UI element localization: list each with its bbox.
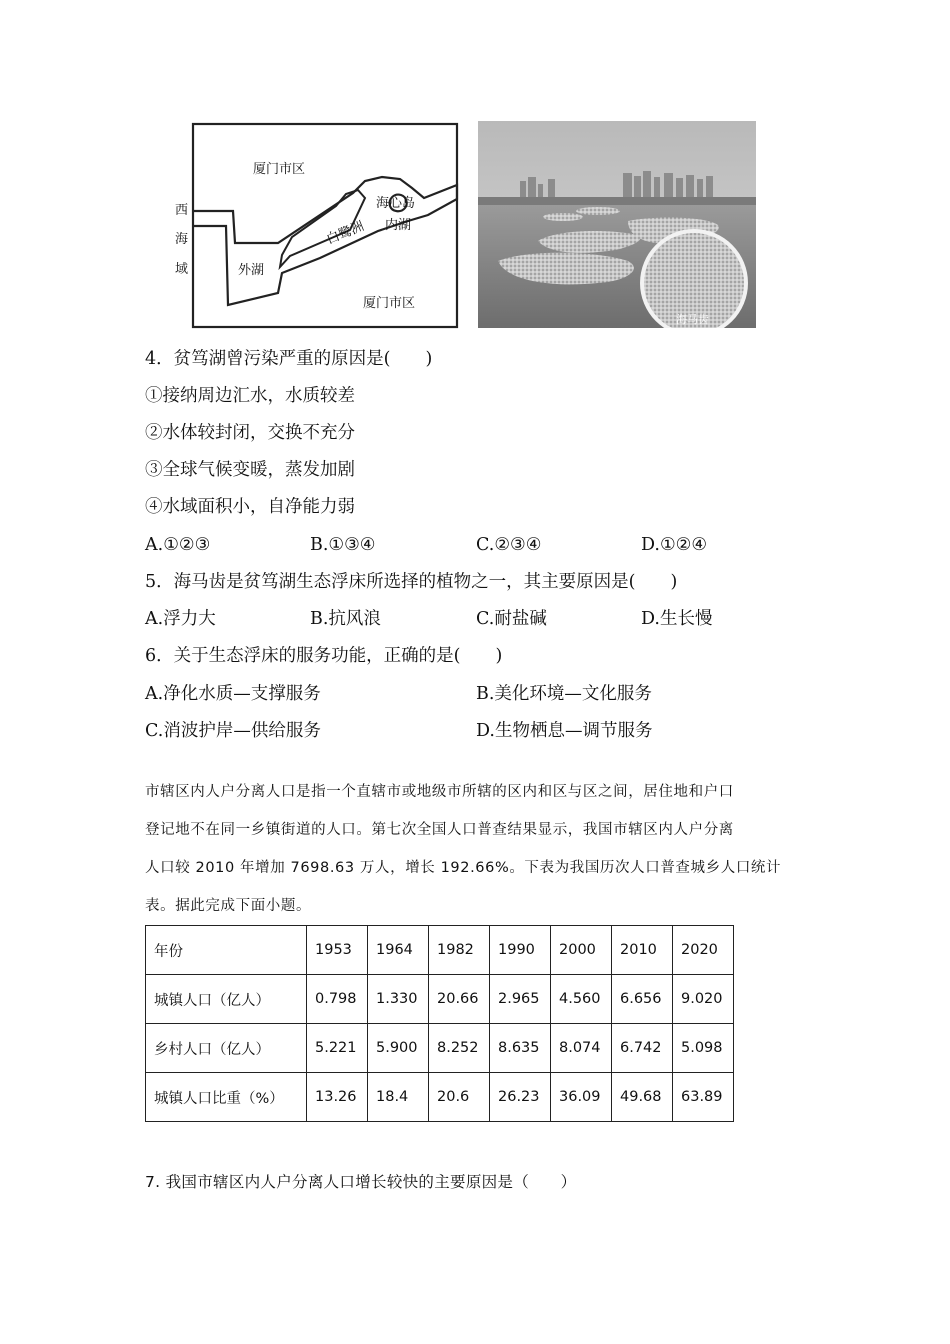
table-cell: 9.020 <box>673 975 734 1024</box>
table-cell: 6.656 <box>612 975 673 1024</box>
question-6-option-d: D.生物栖息—调节服务 <box>476 721 653 741</box>
table-header-cell: 1990 <box>490 926 551 975</box>
map-label-west-2: 海 <box>175 232 189 247</box>
question-4-stem: 4．贫笃湖曾污染严重的原因是( ) <box>145 349 433 369</box>
map-label-inner-lake: 内湖 <box>385 218 412 233</box>
population-table <box>145 925 734 1122</box>
table-cell: 5.221 <box>307 1024 368 1073</box>
table-cell: 城镇人口（亿人） <box>146 975 307 1024</box>
table-header-cell: 年份 <box>146 926 307 975</box>
photo-label: 海马齿 <box>676 313 709 326</box>
table-cell: 36.09 <box>551 1073 612 1122</box>
question-4-option-d: D.①②④ <box>641 535 708 555</box>
table-cell: 49.68 <box>612 1073 673 1122</box>
passage-line-2: 登记地不在同一乡镇街道的人口。第七次全国人口普查结果显示，我国市辖区内人户分离 <box>145 822 734 838</box>
question-4-statement-4: ④水域面积小，自净能力弱 <box>145 497 355 517</box>
lake-photo-drawing <box>478 121 756 328</box>
question-5-option-a: A.浮力大 <box>145 609 216 629</box>
table-cell: 6.742 <box>612 1024 673 1073</box>
question-7-stem: 7. 我国市辖区内人户分离人口增长较快的主要原因是（ ） <box>145 1173 577 1191</box>
map-label-heart-island: 海心岛 <box>376 196 416 211</box>
passage-line-1: 市辖区内人户分离人口是指一个直辖市或地级市所辖的区内和区与区之间，居住地和户口 <box>145 784 734 800</box>
passage-line-4: 表。据此完成下面小题。 <box>145 898 312 914</box>
question-5-option-b: B.抗风浪 <box>310 609 381 629</box>
question-4-statement-1: ①接纳周边汇水，水质较差 <box>145 386 355 406</box>
map-label-city-bottom: 厦门市区 <box>363 296 416 311</box>
table-cell: 2.965 <box>490 975 551 1024</box>
question-5-option-d: D.生长慢 <box>641 609 713 629</box>
question-6-option-c: C.消波护岸—供给服务 <box>145 721 321 741</box>
table-header-row <box>146 926 734 975</box>
table-header-cell: 1953 <box>307 926 368 975</box>
map-label-west-1: 西 <box>175 203 189 218</box>
question-6-stem: 6．关于生态浮床的服务功能，正确的是( ) <box>145 646 503 666</box>
table-cell: 乡村人口（亿人） <box>146 1024 307 1073</box>
passage-line-3: 人口较 2010 年增加 7698.63 万人，增长 192.66%。下表为我国历次人口普查城乡人口统计 <box>145 860 782 876</box>
map-label-egret-island: 白鹭洲 <box>324 219 367 248</box>
table-cell: 8.635 <box>490 1024 551 1073</box>
question-6-option-b: B.美化环境—文化服务 <box>476 684 652 704</box>
table-cell: 8.252 <box>429 1024 490 1073</box>
question-5-option-c: C.耐盐碱 <box>476 609 547 629</box>
question-4-option-c: C.②③④ <box>476 535 542 555</box>
lake-map-drawing <box>160 115 470 335</box>
map-label-city-top: 厦门市区 <box>253 162 306 177</box>
table-cell: 63.89 <box>673 1073 734 1122</box>
table-row <box>146 975 734 1024</box>
question-4-statement-3: ③全球气候变暖，蒸发加剧 <box>145 460 355 480</box>
table-cell: 20.6 <box>429 1073 490 1122</box>
table-header-cell: 1982 <box>429 926 490 975</box>
table-header-cell: 2000 <box>551 926 612 975</box>
question-5-stem: 5．海马齿是贫笃湖生态浮床所选择的植物之一，其主要原因是( ) <box>145 572 678 592</box>
table-header-cell: 2010 <box>612 926 673 975</box>
table-cell: 18.4 <box>368 1073 429 1122</box>
table-row <box>146 1073 734 1122</box>
question-6-option-a: A.净化水质—支撑服务 <box>145 684 321 704</box>
table-cell: 26.23 <box>490 1073 551 1122</box>
map-label-west-3: 域 <box>175 262 189 277</box>
table-cell: 5.098 <box>673 1024 734 1073</box>
lake-photo <box>478 121 756 328</box>
table-cell: 8.074 <box>551 1024 612 1073</box>
table-cell: 13.26 <box>307 1073 368 1122</box>
question-4-option-a: A.①②③ <box>145 535 211 555</box>
table-cell: 1.330 <box>368 975 429 1024</box>
map-label-outer-lake: 外湖 <box>238 263 265 278</box>
question-4-statement-2: ②水体较封闭，交换不充分 <box>145 423 355 443</box>
table-row <box>146 1024 734 1073</box>
table-cell: 5.900 <box>368 1024 429 1073</box>
table-header-cell: 1964 <box>368 926 429 975</box>
table-header-cell: 2020 <box>673 926 734 975</box>
table-cell: 0.798 <box>307 975 368 1024</box>
table-cell: 城镇人口比重（%） <box>146 1073 307 1122</box>
table-cell: 20.66 <box>429 975 490 1024</box>
question-4-option-b: B.①③④ <box>310 535 376 555</box>
table-cell: 4.560 <box>551 975 612 1024</box>
